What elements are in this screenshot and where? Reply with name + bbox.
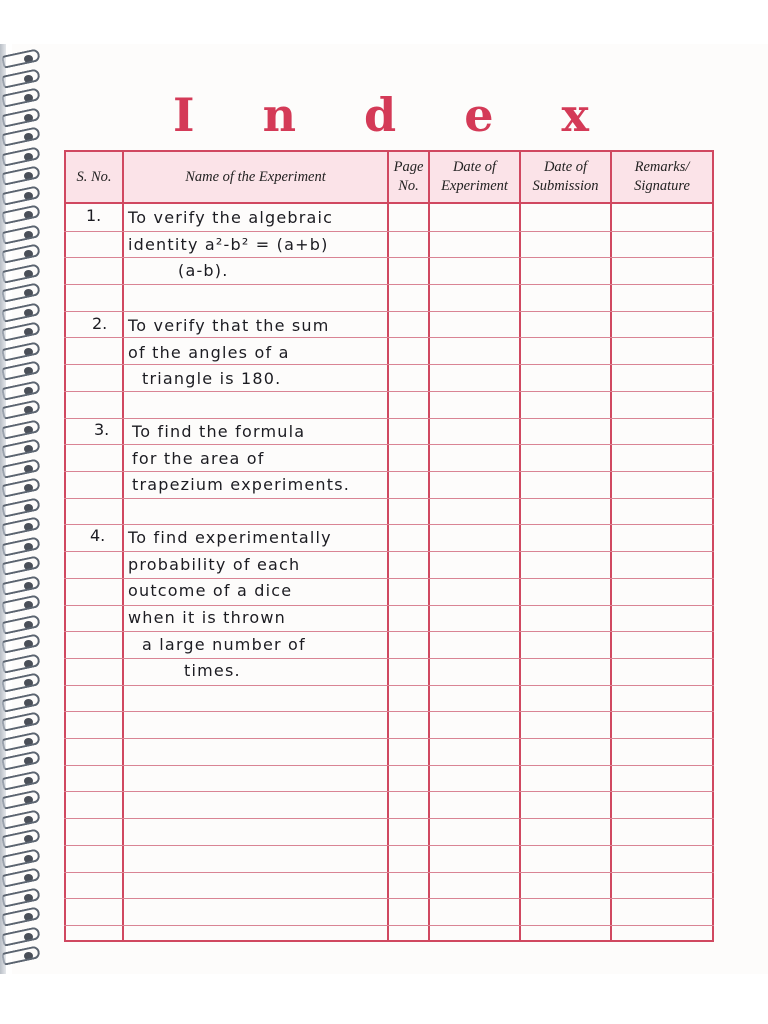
spiral-coil [2, 540, 40, 552]
spiral-coil [2, 52, 40, 64]
table-rule-line [64, 738, 714, 739]
entry-line: To verify that the sum [128, 316, 330, 335]
header-page-no: Page No. [393, 159, 424, 194]
spiral-coil [2, 501, 40, 513]
column-divider [519, 150, 521, 942]
spiral-coil [2, 286, 40, 298]
entry-line: To verify the algebraic [128, 208, 334, 227]
table-rule-line [64, 845, 714, 846]
entry-experiment-name [128, 314, 330, 394]
entry-line: trapezium experiments. [132, 475, 351, 495]
spiral-coil [2, 871, 40, 883]
table-rule-line [64, 791, 714, 792]
spiral-coil [2, 618, 40, 630]
spiral-coil [2, 813, 40, 825]
spiral-coil [2, 325, 40, 337]
table-rule-line [64, 524, 714, 525]
entry-line: identity a²-b² = (a+b) [128, 234, 329, 254]
table-rule-line [64, 711, 714, 712]
column-divider [610, 150, 612, 942]
header-sno: S. No. [76, 168, 112, 185]
header-experiment-name: Name of the Experiment [185, 168, 326, 185]
spiral-binding [0, 44, 44, 974]
column-divider [387, 150, 389, 942]
entry-line: outcome of a dice [128, 581, 293, 601]
header-date-of-experiment: Date of Experiment [441, 159, 508, 194]
spiral-coil [2, 598, 40, 610]
spiral-coil [2, 364, 40, 376]
entry-line: probability of each [128, 554, 301, 574]
entry-line: a large number of [142, 634, 306, 654]
spiral-coil [2, 735, 40, 747]
spiral-coil [2, 150, 40, 162]
entry-line: triangle is 180. [142, 369, 282, 389]
table-rule-line [64, 818, 714, 819]
spiral-coil [2, 208, 40, 220]
column-divider [428, 150, 430, 942]
spiral-coil [2, 696, 40, 708]
spiral-coil [2, 247, 40, 259]
spiral-coil [2, 520, 40, 532]
spiral-coil [2, 637, 40, 649]
table-rule-line [64, 311, 714, 312]
spiral-coil [2, 793, 40, 805]
entry-experiment-name [128, 206, 333, 286]
entry-line: (a-b). [178, 261, 229, 281]
spiral-coil [2, 72, 40, 84]
spiral-coil [2, 559, 40, 571]
spiral-coil [2, 657, 40, 669]
spiral-coil [2, 481, 40, 493]
spiral-coil [2, 930, 40, 942]
entry-experiment-name [128, 526, 332, 686]
table-rule-line [64, 925, 714, 926]
entry-sno: 3. [94, 420, 110, 439]
spiral-coil [2, 832, 40, 844]
entry-line: for the area of [132, 448, 265, 468]
entry-line: times. [184, 661, 241, 681]
table-rule-line [64, 872, 714, 873]
entry-sno: 1. [86, 206, 102, 225]
spiral-coil [2, 306, 40, 318]
spiral-coil [2, 189, 40, 201]
spiral-coil [2, 345, 40, 357]
spiral-coil [2, 891, 40, 903]
spiral-coil [2, 754, 40, 766]
spiral-coil [2, 852, 40, 864]
spiral-coil [2, 579, 40, 591]
table-rule-line [64, 765, 714, 766]
column-divider [122, 150, 124, 942]
table-rule-line [64, 898, 714, 899]
entry-experiment-name [132, 420, 350, 500]
entry-line: To find the formula [132, 422, 306, 441]
spiral-coil [2, 169, 40, 181]
spiral-coil [2, 267, 40, 279]
header-date-of-submission: Date of Submission [532, 159, 599, 194]
entry-sno: 2. [92, 314, 108, 333]
spiral-coil [2, 676, 40, 688]
spiral-coil [2, 403, 40, 415]
spiral-coil [2, 423, 40, 435]
spiral-coil [2, 228, 40, 240]
spiral-coil [2, 910, 40, 922]
spiral-coil [2, 774, 40, 786]
table-rule-line [64, 418, 714, 419]
entry-line: To find experimentally [128, 528, 332, 547]
spiral-coil [2, 715, 40, 727]
page-title: I n d e x [173, 88, 615, 142]
header-remarks-signature: Remarks/ Signature [634, 159, 690, 194]
entry-line: of the angles of a [128, 342, 290, 362]
spiral-coil [2, 462, 40, 474]
spiral-coil [2, 949, 40, 961]
entry-line: when it is thrown [128, 608, 287, 628]
spiral-coil [2, 442, 40, 454]
spiral-coil [2, 384, 40, 396]
entry-sno: 4. [90, 526, 106, 545]
